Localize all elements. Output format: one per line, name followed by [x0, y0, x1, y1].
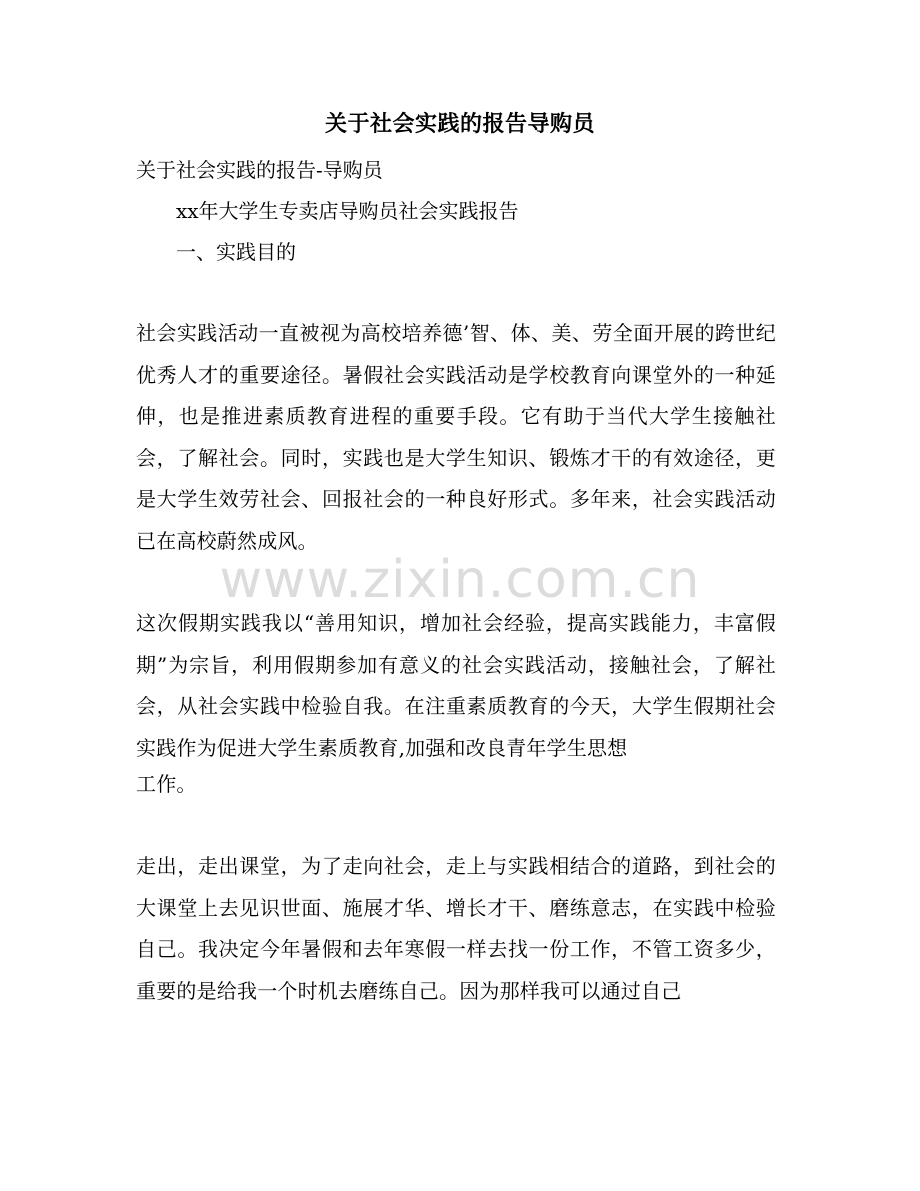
document-title: 关于社会实践的报告导购员 [324, 111, 595, 137]
paragraph-1: 社会实践活动一直被视为高校培养德’智、体、美、劳全面开展的跨世纪优秀人才的重要途径。暑假社会实践活动是学校教育向课堂外的一种延伸，也是推进素质教育进程的重要手段。它有助于当代大学生接触社会，了解社会。同时，实践也是大学生知识、锻炼才干的有效途径，更是大学生效劳社会、回报社会的一种良好形式。多年来，社会实践活动已在高校蔚然成风。 [136, 321, 776, 553]
paragraph-3: 走出，走出课堂，为了走向社会，走上与实践相结合的道路，到社会的大课堂上去见识世面、施展才华、增长才干、磨练意志，在实践中检验自己。我决定今年暑假和去年寒假一样去找一份工作，不管工资多少，重要的是给我一个时机去磨练自己。因为那样我可以通过自己 [136, 854, 776, 1003]
section-heading: 一、实践目的 [176, 240, 296, 264]
document-subtitle: 关于社会实践的报告-导购员 [136, 158, 383, 182]
report-heading: xx年大学生专卖店导购员社会实践报告 [176, 199, 519, 223]
paragraph-2-continued: 工作。 [136, 772, 197, 796]
watermark: www.zixin.com.cn [219, 550, 701, 610]
paragraph-2: 这次假期实践我以“善用知识，增加社会经验，提高实践能力，丰富假期”为宗旨，利用假期参加有意义的社会实践活动，接触社会，了解社会，从社会实践中检验自我。在注重素质教育的今天，大学生假期社会实践作为促进大学生素质教育,加强和改良青年学生思想 [136, 611, 776, 760]
